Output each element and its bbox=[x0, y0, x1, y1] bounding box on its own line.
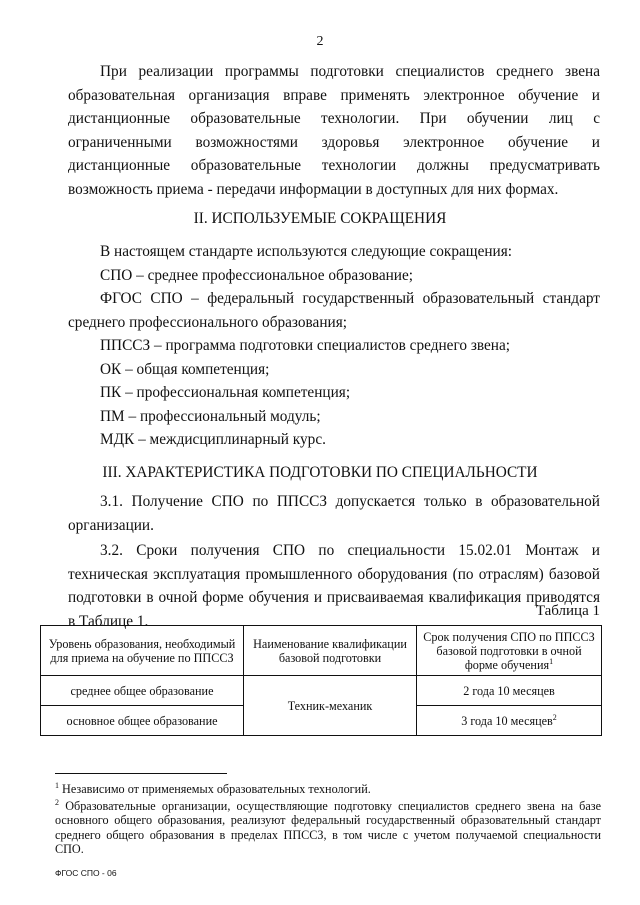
footnote: $^2$ Образовательные организации, осуществляющие подготовку специалистов среднего звена на базе основного общего образования, реализуют федеральный государственный образовательный стандарт среднего общего образования в пределах ППССЗ, в том числе с учетом получаемой специальности СПО. bbox=[55, 797, 602, 856]
table-cell-level: основное общее образование bbox=[41, 706, 244, 736]
table-label: Таблица 1 bbox=[535, 603, 600, 619]
qualification-table bbox=[40, 625, 602, 736]
paragraph-3-2: 3.2. Сроки получения СПО по специальности 15.02.01 Монтаж и техническая эксплуатация промышленного оборудования (по отраслям) базовой подготовки в очной форме обучения и присваиваемая квалификация приводятся в Таблице 1. bbox=[68, 542, 600, 630]
section-3-body bbox=[68, 490, 600, 633]
abbreviation-item: ФГОС СПО – федеральный государственный образовательный стандарт среднего профессионального образования; bbox=[68, 290, 600, 331]
footnote-ref: 1 bbox=[549, 656, 554, 666]
abbreviations-lead: В настоящем стандарте используются следующие сокращения: bbox=[100, 243, 513, 260]
abbreviation-item: ОК – общая компетенция; bbox=[100, 360, 270, 378]
abbreviation-item: ППССЗ – программа подготовки специалистов среднего звена; bbox=[100, 337, 511, 354]
table-header-cell: Уровень образования, необходимый для приема на обучение по ППССЗ bbox=[41, 626, 244, 676]
footnote-divider bbox=[55, 773, 227, 774]
intro-paragraph: При реализации программы подготовки специалистов среднего звена образовательная организация вправе применять электронное обучение и дистанционные образовательные технологии. При обучении лиц с ограниченными возможностями здоровья электронное обучение и дистанционные образовательные технологии должны предусматривать возможность приема - передачи информации в доступных для них формах. bbox=[68, 63, 600, 198]
table-cell-qualification: Техник-механик bbox=[244, 676, 417, 736]
table-cell-term: 2 года 10 месяцев bbox=[417, 676, 602, 706]
abbreviation-item: ПМ – профессиональный модуль; bbox=[100, 407, 321, 425]
table-cell-term: 3 года 10 месяцев$^2$ bbox=[417, 706, 602, 736]
table-header-cell: Срок получения СПО по ППССЗ базовой подготовки в очной форме обучения$^1$ bbox=[417, 626, 602, 676]
abbreviation-item: МДК – междисциплинарный курс. bbox=[100, 431, 326, 448]
abbreviation-item: СПО – среднее профессиональное образование; bbox=[100, 266, 414, 284]
page-footer: ФГОС СПО - 06 bbox=[55, 868, 117, 878]
section-3-title: III. ХАРАКТЕРИСТИКА ПОДГОТОВКИ ПО СПЕЦИАЛЬНОСТИ bbox=[102, 464, 538, 481]
table-header-cell: Наименование квалификации базовой подготовки bbox=[244, 626, 417, 676]
table-row bbox=[41, 676, 602, 706]
page-number: 2 bbox=[316, 34, 324, 49]
footnote-ref: 2 bbox=[552, 712, 557, 722]
footnote: $^1$ Независимо от применяемых образовательных технологий. bbox=[55, 780, 371, 796]
abbreviations-list bbox=[68, 240, 600, 452]
table-cell-level: среднее общее образование bbox=[41, 676, 244, 706]
intro-paragraph-block bbox=[68, 60, 600, 201]
section-2-title: II. ИСПОЛЬЗУЕМЫЕ СОКРАЩЕНИЯ bbox=[193, 210, 447, 227]
abbreviation-item: ПК – профессиональная компетенция; bbox=[100, 384, 351, 401]
footnotes bbox=[55, 782, 601, 859]
table-header-row bbox=[41, 626, 602, 676]
paragraph-3-1: 3.1. Получение СПО по ППССЗ допускается только в образовательной организации. bbox=[68, 493, 600, 534]
